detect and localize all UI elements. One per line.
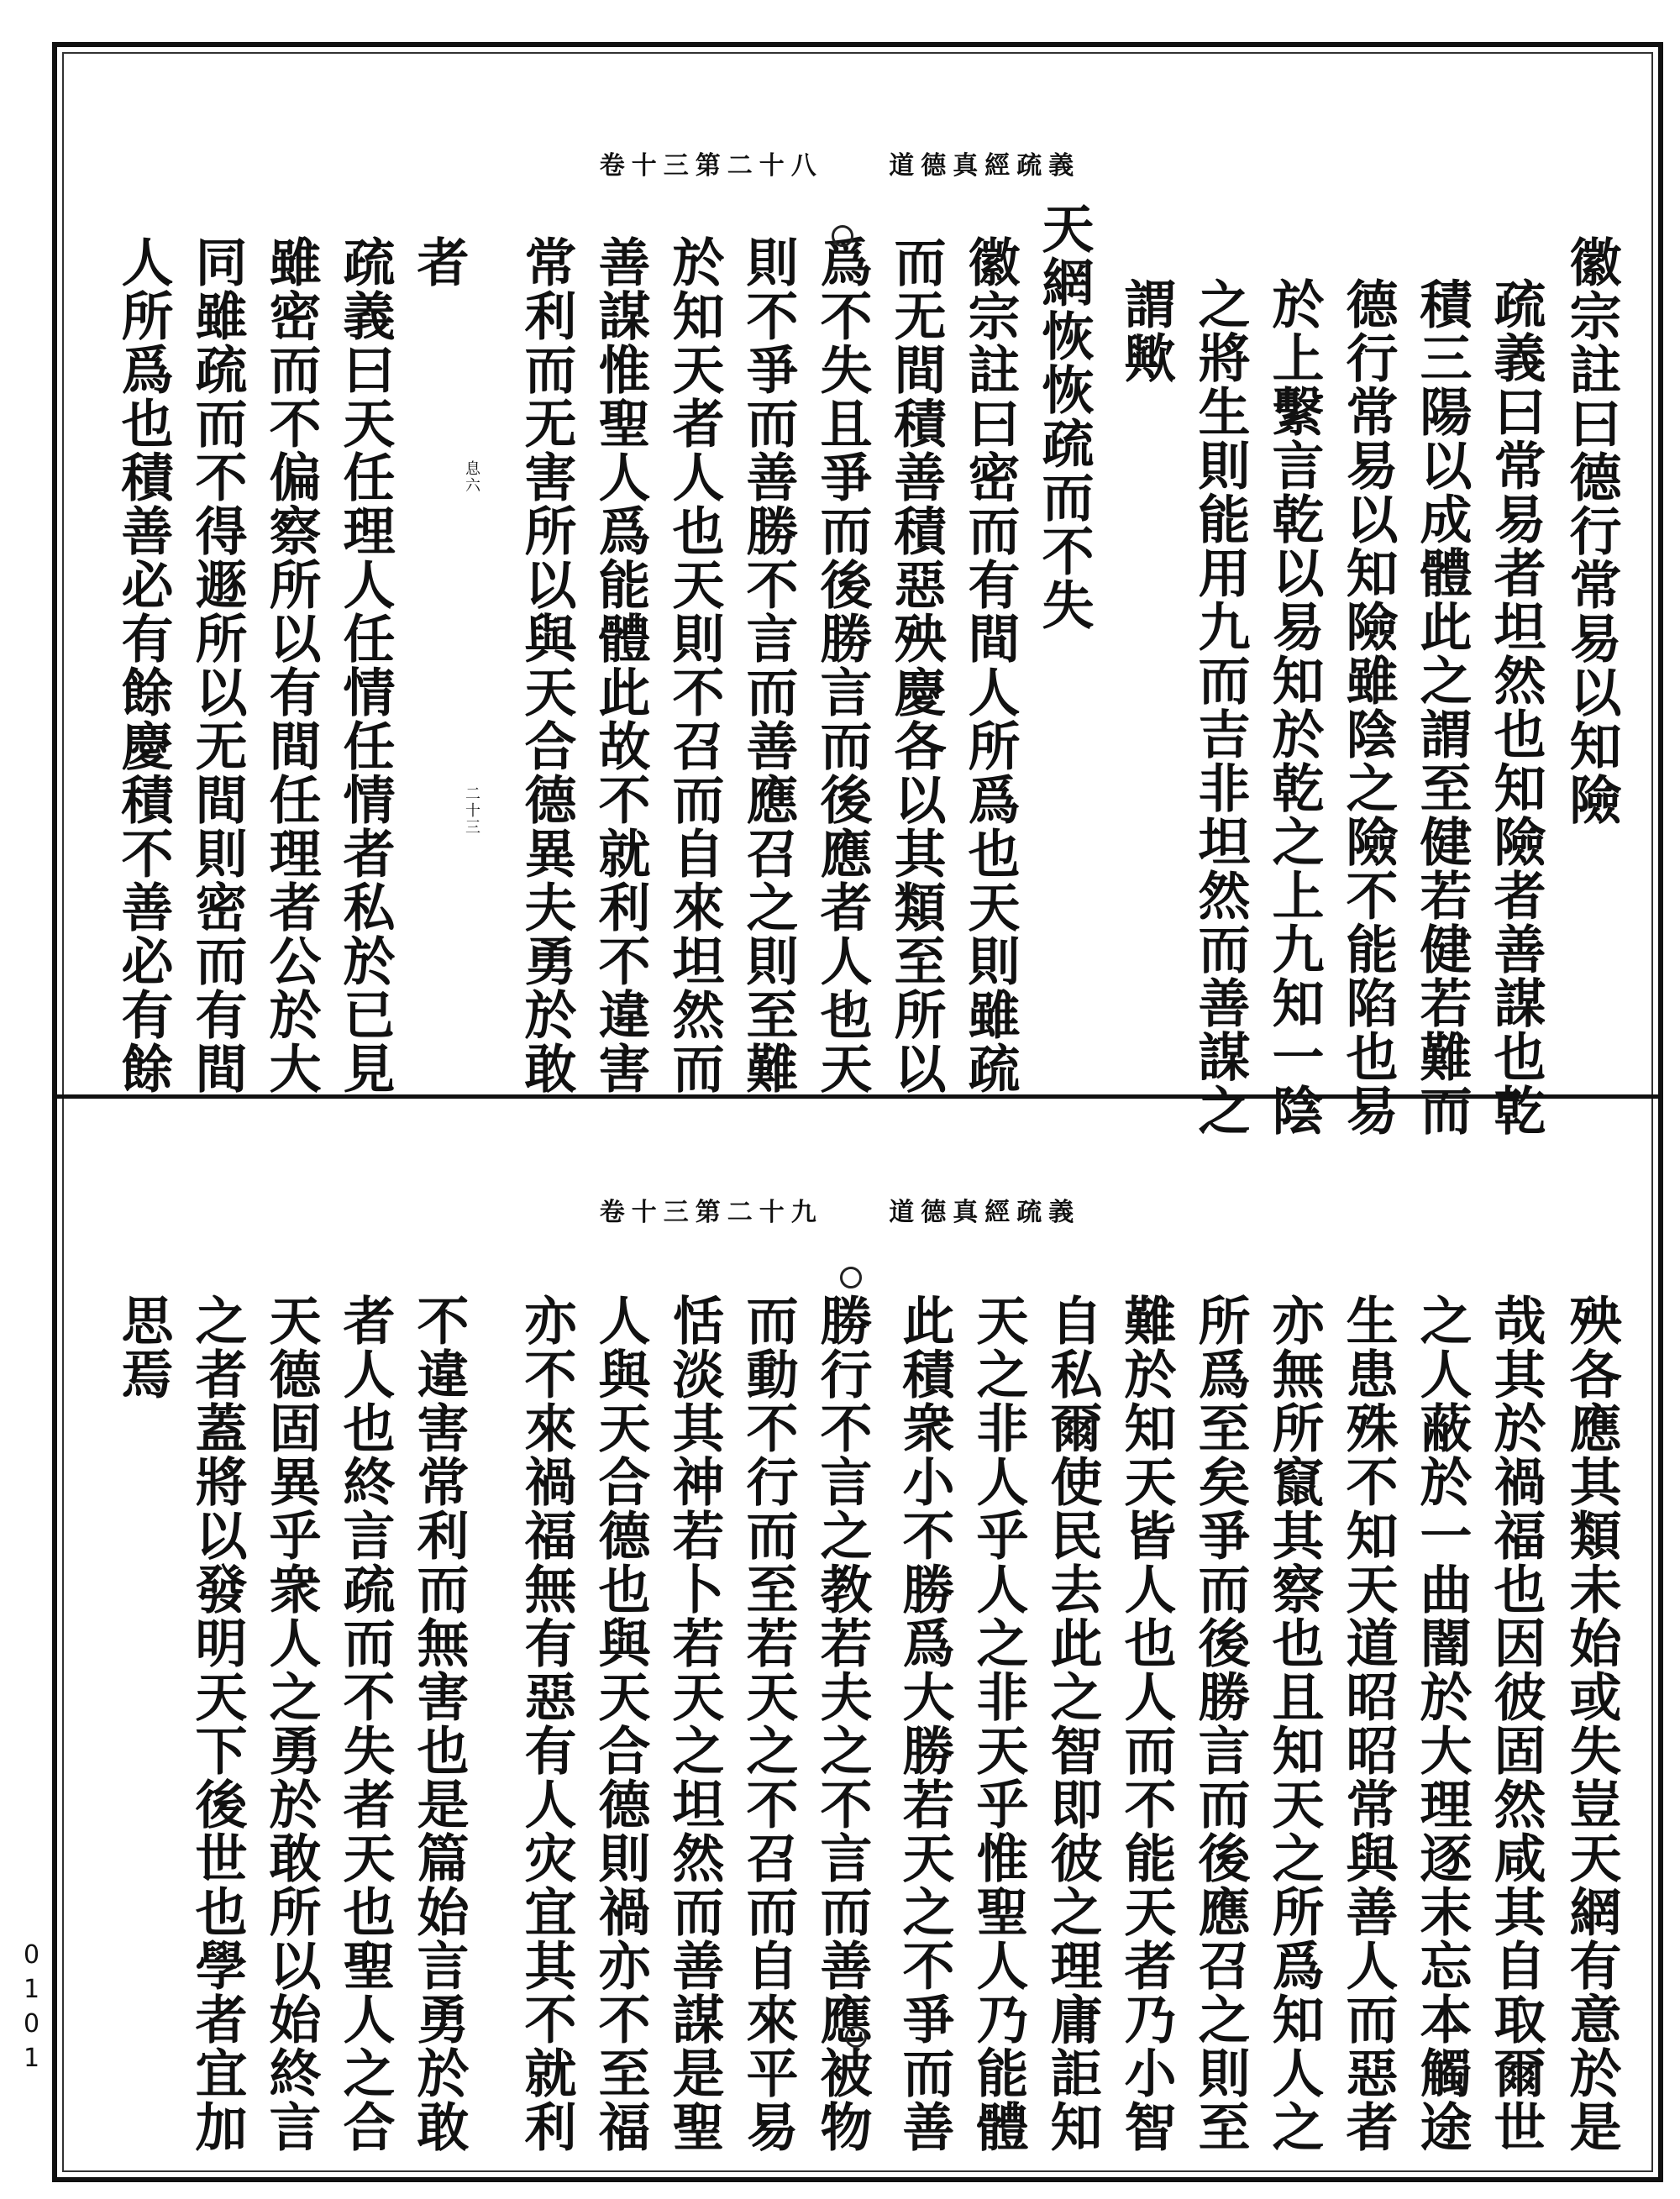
top-column-18: 雖密而不偏察所以有間任理者公於大 (260, 235, 322, 1095)
bottom-column-11: 勝行不言之教若夫之不言而善應被物 (811, 1294, 873, 2154)
bottom-column-3: 之人蔽於一曲闇於大理逐末忘本觸途 (1411, 1294, 1473, 2154)
top-column-4: 德行常易以知險雖陰之險不能陷也易 (1337, 277, 1399, 1137)
top-column-6: 之將生則能用九而吉非坦然而善謀之 (1189, 277, 1251, 1137)
top-column-9: 徽宗註曰密而有間人所爲也天則雖疏 (959, 235, 1021, 1095)
top-column-5: 於上繫言乾以易知於乾之上九知一陰 (1263, 277, 1325, 1137)
bottom-column-7: 難於知天皆人也人而不能天者乃小智 (1116, 1294, 1177, 2154)
bottom-column-18: 天德固異乎衆人之勇於敢所以始終言 (260, 1294, 322, 2154)
top-column-2: 疏義曰常易者坦然也知險者善謀也乾 (1485, 277, 1546, 1137)
bottom-column-20: 思焉 (113, 1294, 174, 1401)
page-number: 0101 (17, 1940, 46, 2078)
bottom-column-6: 所爲至矣爭而後勝言而後應召之則至 (1189, 1294, 1251, 2154)
bottom-column-5: 亦無所竄其察也且知天之所爲知人之 (1263, 1294, 1325, 2154)
top-header-title: 道德真經疏義 (889, 151, 1081, 181)
top-running-header (0, 144, 1680, 181)
top-column-12: 則不爭而善勝不言而善應召之則至難 (738, 235, 799, 1095)
top-column-16: 者 (408, 235, 470, 289)
top-small-note-1: 息六 (463, 460, 480, 494)
top-column-8: 天網恢恢疏而不失 (1033, 202, 1095, 632)
bottom-header-title: 道德真經疏義 (889, 1198, 1081, 1227)
top-column-14: 善謀惟聖人爲能體此故不就利不違害 (590, 235, 651, 1095)
bottom-column-19: 之者蓋將以發明天下後世也學者宜加 (186, 1294, 248, 2154)
top-column-15: 常利而无害所以與天合德異夫勇於敢 (516, 235, 577, 1095)
top-circle-marker-2 (832, 998, 853, 1020)
bottom-column-10: 此積衆小不勝爲大勝若天之不爭而善 (894, 1294, 955, 2154)
bottom-column-16: 不違害常利而無害也是篇始言勇於敢 (408, 1294, 470, 2154)
top-header-chapter: 卷十三第二十八 (599, 151, 823, 181)
bottom-column-15: 亦不來禍福無有惡有人灾宜其不就利 (516, 1294, 577, 2154)
bottom-circle-marker-1 (840, 1267, 862, 1288)
top-column-3: 積三陽以成體此之謂至健若健若難而 (1411, 277, 1473, 1137)
bottom-column-9: 天之非人乎人之非天乎惟聖人乃能體 (968, 1294, 1029, 2154)
bottom-running-header (0, 1191, 1680, 1228)
bottom-column-12: 而動不行而至若天之不召而自來平易 (738, 1294, 799, 2154)
bottom-column-13: 恬淡其神若卜若天之坦然而善謀是聖 (664, 1294, 725, 2154)
top-column-20: 人所爲也積善必有餘慶積不善必有餘 (113, 235, 174, 1095)
bottom-column-2: 哉其於禍福也因彼固然咸其自取爾世 (1485, 1294, 1546, 2154)
bottom-column-14: 人與天合德也與天合德則禍亦不至福 (590, 1294, 651, 2154)
top-column-19: 同雖疏而不得遯所以无間則密而有間 (186, 235, 248, 1095)
bottom-column-4: 生患殊不知天道昭昭常與善人而惡者 (1337, 1294, 1399, 2154)
top-column-11: 爲不失且爭而後勝言而後應者人也天 (811, 235, 873, 1095)
bottom-circle-marker-2 (845, 2026, 867, 2048)
top-column-7: 謂歟 (1116, 277, 1177, 385)
bottom-header-chapter: 卷十三第二十九 (599, 1198, 823, 1227)
bottom-column-17: 者人也終言疏而不失者天也聖人之合 (334, 1294, 396, 2154)
top-column-1: 徽宗註曰德行常易以知險 (1561, 235, 1622, 827)
top-column-13: 於知天者人也天則不召而自來坦然而 (664, 235, 725, 1095)
top-column-10: 而无間積善積惡殃慶各以其類至所以 (885, 235, 947, 1095)
top-circle-marker-1 (832, 225, 853, 247)
bottom-column-1: 殃各應其類未始或失豈天網有意於是 (1561, 1294, 1622, 2154)
bottom-column-8: 自私爾使民去此之智即彼之理庸詎知 (1042, 1294, 1103, 2154)
top-small-note-2: 二十三 (463, 785, 480, 836)
top-column-17: 疏義曰天任理人任情任情者私於已見 (334, 235, 396, 1095)
